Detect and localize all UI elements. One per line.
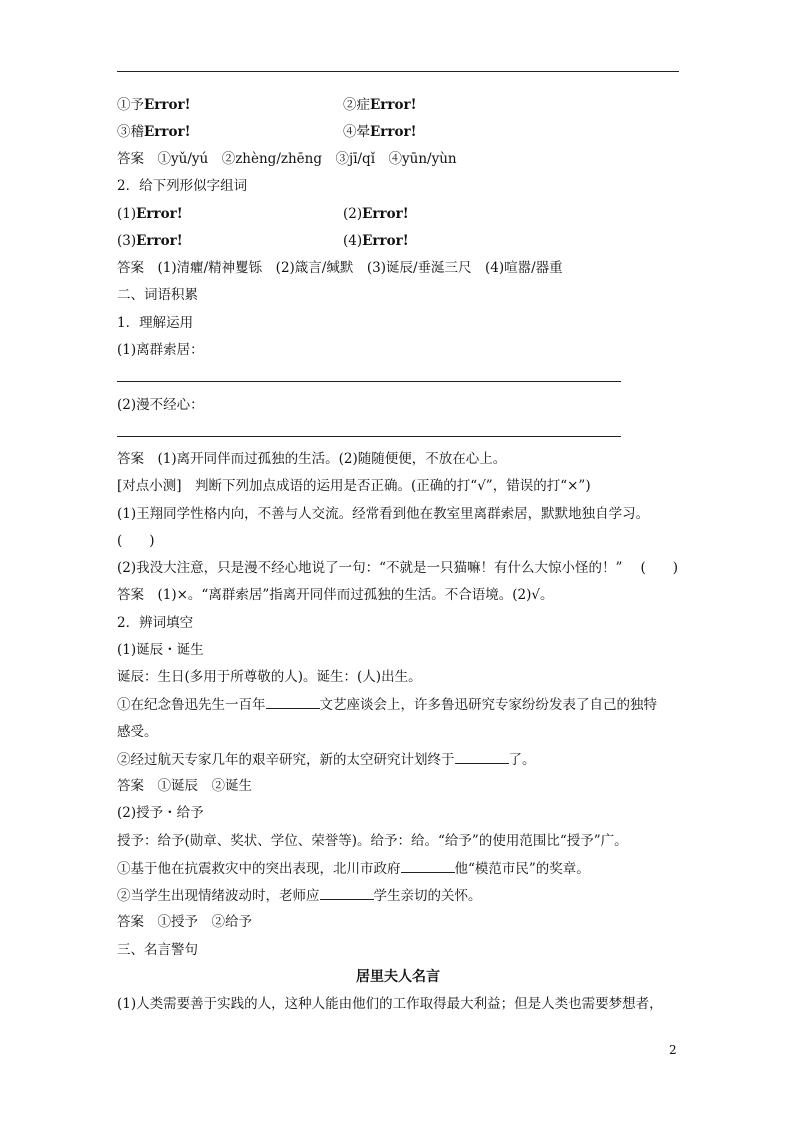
question-3: 2．辨词填空 (117, 615, 194, 631)
word-pair-2-definition: 授予：给予(勋章、奖状、学位、荣誉等)。给予：给。“给予”的使用范围比“授予”广。 (117, 833, 628, 849)
quiz-item-1: (1)王翔同学性格内向，不善与人交流。经常看到他在教室里离群索居，默默地独自学习。 (117, 506, 650, 522)
quote-1: (1)人类需要善于实践的人，这种人能由他们的工作取得最大利益；但是人类也需要梦想者， (117, 996, 663, 1012)
header-rule (117, 71, 679, 72)
fill-blank (320, 886, 374, 900)
answer-quiz: 答案 (1)×。“离群索居”指离开同伴而过孤独的生活。不合语境。(2)√。 (117, 587, 554, 603)
quiz-item-2: (2)我没大注意，只是漫不经心地说了一句：“不就是一只猫嘛！有什么大惊小怪的！” (117, 560, 623, 576)
sub-question-1: (1)离群索居： (117, 342, 204, 358)
char-3: ③稽Error! (117, 124, 191, 140)
quiz-instruction: [对点小测] 判断下列加点成语的运用是否正确。(正确的打“√”，错误的打“×”) (117, 478, 591, 494)
char-2: ②症Error! (343, 97, 417, 113)
word-pair-2: (2)授予・给予 (117, 805, 204, 821)
quote-title: 居里夫人名言 (356, 969, 440, 985)
sentence-1-1: ①在纪念鲁迅先生一百年 文艺座谈会上，许多鲁迅研究专家纷纷发表了自己的独特 (117, 697, 657, 713)
sentence-2-1: ①基于他在抗震救灾中的突出表现，北川市政府 他“模范市民”的奖章。 (117, 861, 590, 877)
question-1: 1．理解运用 (117, 315, 194, 331)
answer-line-2 (117, 436, 621, 437)
fill-blank (266, 695, 320, 709)
word-2: (2)Error! (343, 206, 409, 222)
char-1: ①予Error! (117, 97, 191, 113)
sentence-1-1-cont: 感受。 (117, 724, 158, 740)
quiz-item-2-blank: ( ) (640, 560, 678, 576)
answer-words: 答案 (1)清癯/精神矍铄 (2)箴言/缄默 (3)诞辰/垂涎三尺 (4)喧嚣/器重 (117, 260, 563, 276)
char-4: ④晕Error! (343, 124, 417, 140)
page-number: 2 (669, 1043, 677, 1057)
answer-pair-1: 答案 ①诞辰 ②诞生 (117, 778, 252, 794)
word-3: (3)Error! (117, 233, 183, 249)
fill-blank (455, 750, 509, 764)
answer-pair-2: 答案 ①授予 ②给予 (117, 914, 252, 930)
word-pair-1: (1)诞辰・诞生 (117, 642, 204, 658)
answer-meaning: 答案 (1)离开同伴而过孤独的生活。(2)随随便便，不放在心上。 (117, 451, 507, 467)
sentence-2-2: ②当学生出现情绪波动时，老师应 学生亲切的关怀。 (117, 888, 482, 904)
answer-line-1 (117, 381, 621, 382)
sentence-1-2: ②经过航天专家几年的艰辛研究，新的太空研究计划终于 了。 (117, 752, 536, 768)
sub-question-2: (2)漫不经心： (117, 397, 204, 413)
answer-pinyin: 答案 ①yǔ/yú ②zhèng/zhēng ③jī/qǐ ④yūn/yùn (117, 151, 457, 167)
word-pair-1-definition: 诞辰：生日(多用于所尊敬的人)。诞生：(人)出生。 (117, 669, 422, 685)
quiz-item-1-blank: ( ) (117, 533, 155, 549)
question-2: 2．给下列形似字组词 (117, 178, 248, 194)
section-3-heading: 三、名言警句 (117, 942, 198, 958)
fill-blank (401, 859, 455, 873)
section-2-heading: 二、词语积累 (117, 287, 198, 303)
word-4: (4)Error! (343, 233, 409, 249)
word-1: (1)Error! (117, 206, 183, 222)
